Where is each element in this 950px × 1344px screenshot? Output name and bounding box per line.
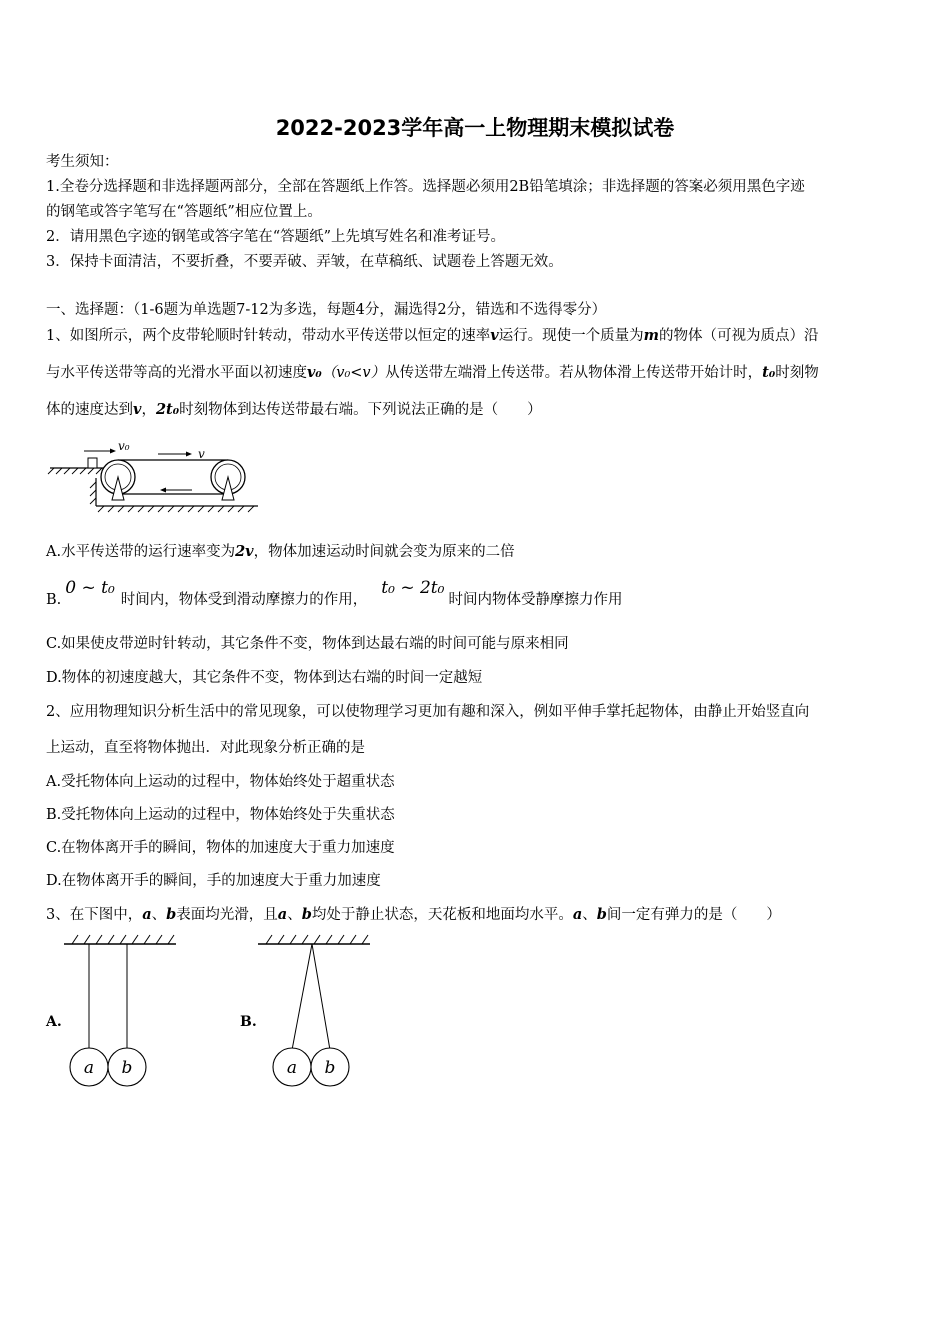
q2-option-a: A.受托物体向上运动的过程中，物体始终处于超重状态 <box>46 774 395 790</box>
q1-var-m: m <box>643 327 660 344</box>
q3-text: 、 <box>287 907 302 923</box>
q1-option-d: D.物体的初速度越大，其它条件不变，物体到达右端的时间一定越短 <box>46 670 483 686</box>
notice-item-3: 3．保持卡面清洁，不要折叠，不要弄破、弄皱，在草稿纸、试题卷上答题无效。 <box>46 254 563 270</box>
hanging-balls-figure-b <box>256 930 376 1090</box>
q1-var-2v: 2v <box>235 543 254 560</box>
ball-b-label: b <box>324 1058 336 1078</box>
q3-text: 表面均光滑，且 <box>176 907 278 923</box>
q2-line-2: 上运动，直至将物体抛出．对此现象分析正确的是 <box>46 740 365 756</box>
q2-option-d: D.在物体离开手的瞬间，手的加速度大于重力加速度 <box>46 873 381 889</box>
q1-text: 的物体（可视为质点）沿 <box>659 328 819 344</box>
notice-item-1: 1.全卷分选择题和非选择题两部分，全部在答题纸上作答。选择题必须用2B铅笔填涂；非选择题的答案必须用黑色字迹 <box>46 179 805 195</box>
q3-text: 、 <box>582 907 597 923</box>
q1-line-1 <box>46 326 819 346</box>
q3-text: 间一定有弹力的是（ ） <box>606 907 781 923</box>
q3-var-a: a <box>572 906 583 923</box>
conveyor-belt-figure <box>46 438 276 528</box>
q3-var-b: b <box>301 906 312 923</box>
q1-var-v0: v₀ <box>307 364 322 381</box>
q1-text: 时刻物体到达传送带最右端。下列说法正确的是（ ） <box>179 402 542 418</box>
q3-var-a: a <box>277 906 288 923</box>
section-heading: 一、选择题：（1-6题为单选题7-12为多选，每题4分，漏选得2分，错选和不选得零分） <box>46 302 607 318</box>
q1-text: 从传送带左端滑上传送带。若从物体滑上传送带开始计时， <box>385 365 763 381</box>
q3-text: 均处于静止状态，天花板和地面均水平。 <box>311 907 573 923</box>
q1-option-a-text: ，物体加速运动时间就会变为原来的二倍 <box>253 544 515 560</box>
q1-option-b-text: 时间内，物体受到滑动摩擦力的作用， <box>120 592 368 608</box>
q1-var-v: v <box>490 327 499 344</box>
figure-b-label: B. <box>240 1014 257 1030</box>
q1-text: 与水平传送带等高的光滑水平面以初速度 <box>46 365 307 381</box>
label-v0: v₀ <box>118 439 130 453</box>
q1-math-t0-2t0: t₀ ~ 2t₀ <box>381 578 445 598</box>
q3-var-b: b <box>596 906 607 923</box>
q1-option-c: C.如果使皮带逆时针转动，其它条件不变，物体到达最右端的时间可能与原来相同 <box>46 636 569 652</box>
q1-text: 体的速度达到 <box>46 402 133 418</box>
notice-item-1-cont: 的钢笔或答字笔写在“答题纸”相应位置上。 <box>46 204 322 220</box>
q3-text: 、 <box>151 907 167 923</box>
q1-option-b <box>46 578 623 610</box>
q3-text: 3、在下图中， <box>46 907 143 923</box>
q3-var-b: b <box>166 906 177 923</box>
q1-var-v: v <box>133 401 142 418</box>
q1-text: 运行。现使一个质量为 <box>498 328 644 344</box>
label-v: v <box>198 447 205 461</box>
figure-a-label: A. <box>46 1014 62 1030</box>
notice-heading: 考生须知： <box>46 154 119 170</box>
notice-item-2: 2．请用黑色字迹的钢笔或答字笔在“答题纸”上先填写姓名和准考证号。 <box>46 229 506 245</box>
q1-line-3 <box>46 400 542 420</box>
hanging-balls-figure-a <box>62 930 182 1090</box>
ball-b-label: b <box>121 1058 133 1078</box>
q1-math-0-t0: 0 ~ t₀ <box>65 578 115 598</box>
q1-text: 1、如图所示，两个皮带轮顺时针转动，带动水平传送带以恒定的速率 <box>46 328 491 344</box>
q2-option-c: C.在物体离开手的瞬间，物体的加速度大于重力加速度 <box>46 840 395 856</box>
q3-var-a: a <box>142 906 152 923</box>
q1-text: 时刻物 <box>775 365 819 381</box>
q1-condition: （v₀<v） <box>321 365 386 381</box>
q1-line-2 <box>46 363 819 383</box>
ball-a-label: a <box>83 1058 95 1078</box>
q1-option-b-label: B. <box>46 592 62 608</box>
q1-option-b-text: 时间内物体受静摩擦力作用 <box>448 592 623 608</box>
q1-var-t0: t₀ <box>762 364 776 381</box>
q2-option-b: B.受托物体向上运动的过程中，物体始终处于失重状态 <box>46 807 395 823</box>
q3-line <box>46 905 781 925</box>
page-title: 2022-2023学年高一上物理期末模拟试卷 <box>275 116 675 140</box>
ball-a-label: a <box>286 1058 298 1078</box>
q1-option-a-text: A.水平传送带的运行速率变为 <box>46 544 236 560</box>
q1-var-2t0: 2t₀ <box>155 401 180 418</box>
q1-option-a <box>46 542 515 562</box>
q2-line-1: 2、应用物理知识分析生活中的常见现象，可以使物理学习更加有趣和深入，例如平伸手掌托起物体，由静止开始竖直向 <box>46 704 810 720</box>
q1-text: ， <box>141 402 156 418</box>
